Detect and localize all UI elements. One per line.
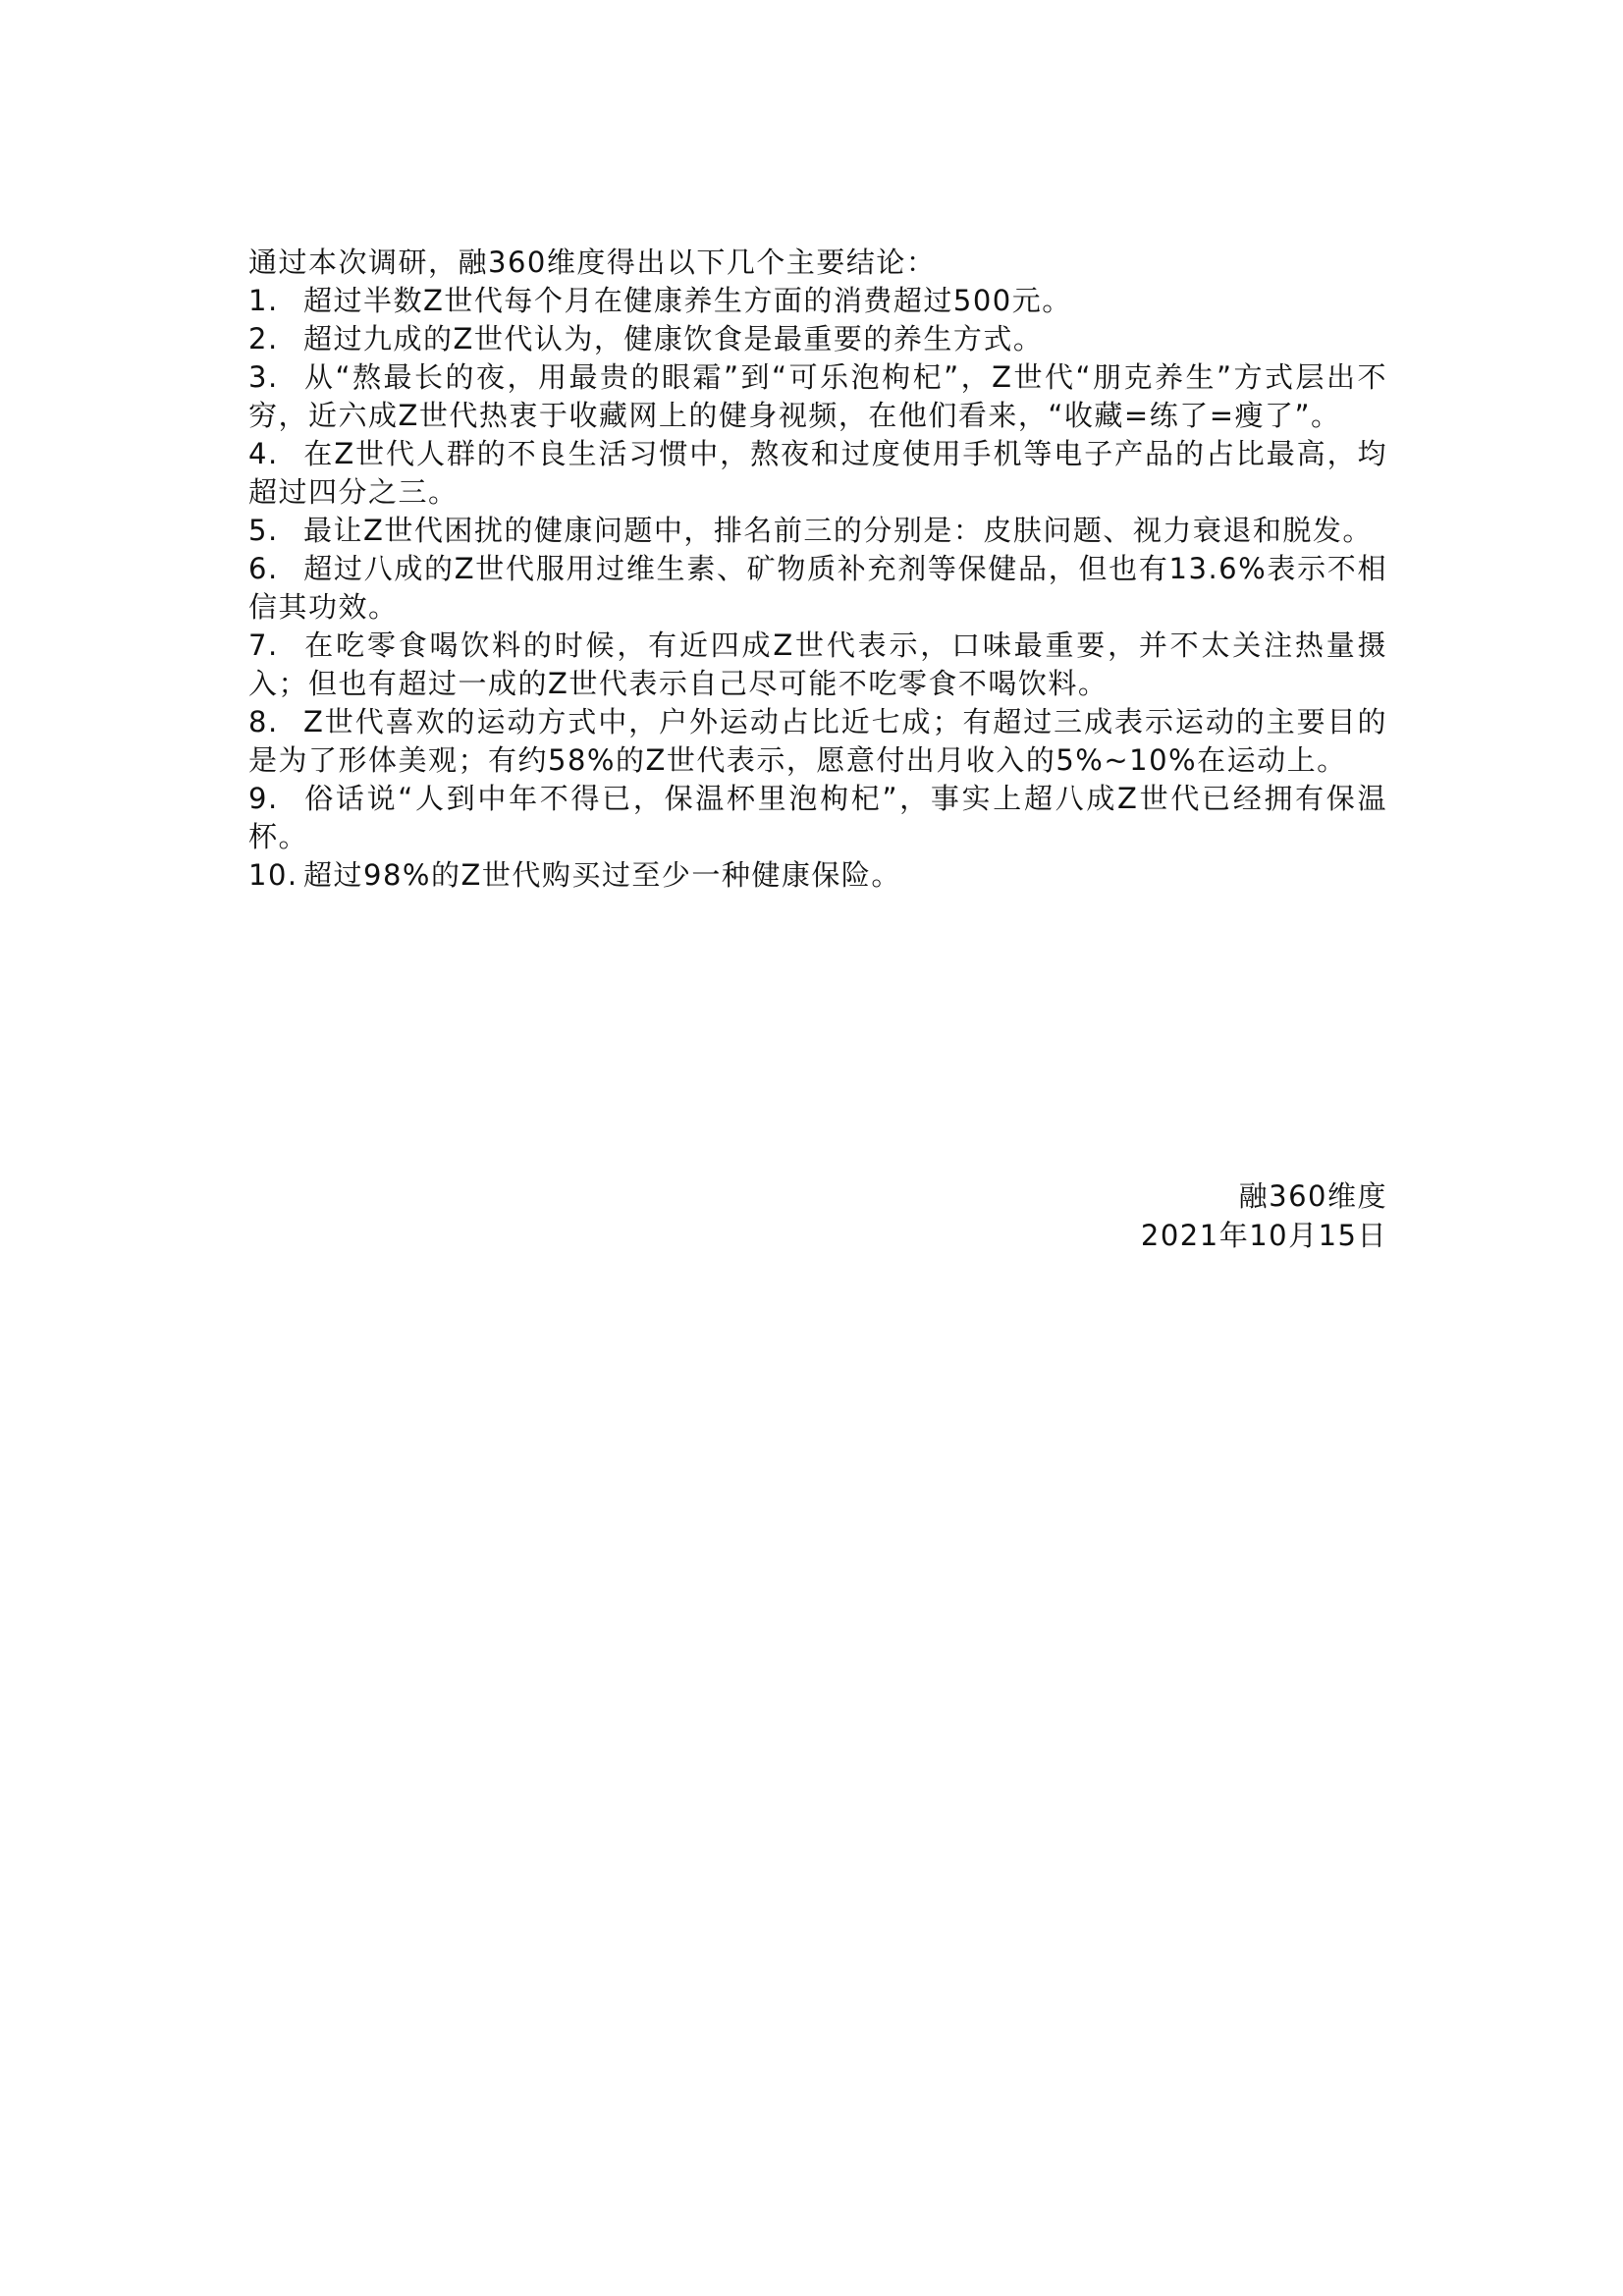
- conclusion-item-8: [248, 703, 1387, 780]
- signature-org: 融360维度: [1238, 1179, 1387, 1213]
- item-text: 超过九成的Z世代认为，健康饮食是最重要的养生方式。: [303, 322, 1044, 355]
- conclusion-item-6: [248, 550, 1387, 627]
- item-text: 俗话说“人到中年不得已，保温杯里泡枸杞”，事实上超八成Z世代已经拥有保温杯。: [248, 782, 1387, 853]
- item-text: 最让Z世代困扰的健康问题中，排名前三的分别是：皮肤问题、视力衰退和脱发。: [303, 514, 1373, 547]
- intro-paragraph: 通过本次调研，融360维度得出以下几个主要结论：: [248, 246, 937, 279]
- item-text: 超过八成的Z世代服用过维生素、矿物质补充剂等保健品，但也有13.6%表示不相信其功效。: [248, 552, 1387, 624]
- conclusion-item-3: [248, 358, 1387, 435]
- conclusion-item-1: [248, 282, 1387, 320]
- item-text: 超过半数Z世代每个月在健康养生方面的消费超过500元。: [303, 284, 1072, 317]
- item-text: 超过98%的Z世代购买过至少一种健康保险。: [303, 858, 901, 892]
- item-number: 9.: [248, 782, 279, 815]
- item-text: Z世代喜欢的运动方式中，户外运动占比近七成；有超过三成表示运动的主要目的是为了形体美观；有约58%的Z世代表示，愿意付出月收入的5%~10%在运动上。: [248, 705, 1387, 777]
- conclusion-item-4: [248, 435, 1387, 512]
- item-number: 6.: [248, 552, 279, 585]
- conclusions-section: [248, 244, 1387, 895]
- item-number: 2.: [248, 322, 279, 355]
- signature-date: 2021年10月15日: [1140, 1219, 1387, 1252]
- item-number: 8.: [248, 705, 279, 738]
- item-text: 在Z世代人群的不良生活习惯中，熬夜和过度使用手机等电子产品的占比最高，均超过四分之三。: [248, 437, 1387, 509]
- conclusion-item-7: [248, 627, 1387, 703]
- conclusion-item-2: [248, 320, 1387, 358]
- item-text: 从“熬最长的夜，用最贵的眼霜”到“可乐泡枸杞”，Z世代“朋克养生”方式层出不穷，近六成Z世代热衷于收藏网上的健身视频，在他们看来，“收藏=练了=瘦了”。: [248, 360, 1387, 432]
- item-number: 3.: [248, 360, 279, 394]
- item-text: 在吃零食喝饮料的时候，有近四成Z世代表示，口味最重要，并不太关注热量摄入；但也有超过一成的Z世代表示自己尽可能不吃零食不喝饮料。: [248, 629, 1387, 700]
- conclusion-item-10: [248, 856, 1387, 895]
- item-number: 1.: [248, 284, 279, 317]
- signature-block: [1141, 1176, 1387, 1255]
- item-number: 4.: [248, 437, 279, 470]
- conclusion-item-5: [248, 512, 1387, 550]
- item-number: 5.: [248, 514, 279, 547]
- conclusion-item-9: [248, 780, 1387, 856]
- item-number: 7.: [248, 629, 279, 662]
- item-number: 10.: [248, 858, 298, 892]
